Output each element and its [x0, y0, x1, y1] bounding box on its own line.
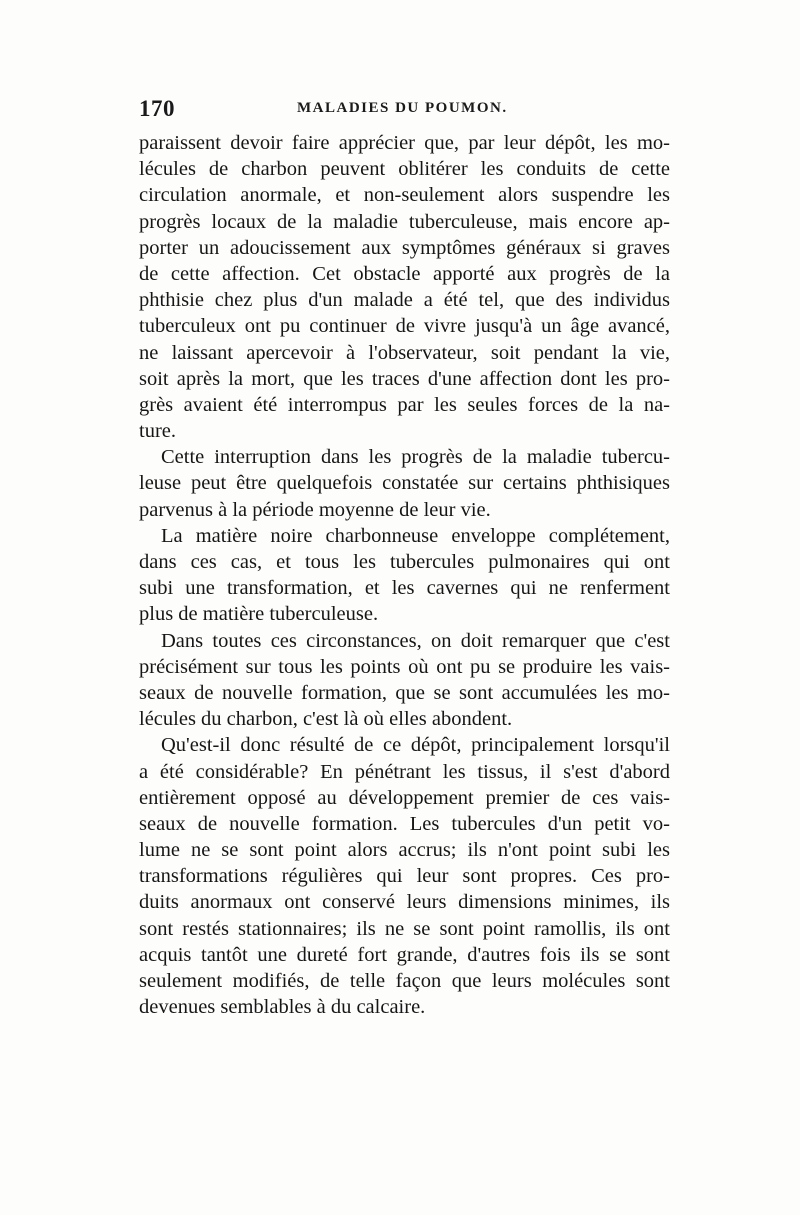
text-line: leuse peut être quelquefois constatée sur certains phthisiques [139, 472, 670, 495]
text-line: plus de matière tuberculeuse. [139, 603, 379, 626]
text-line: circulation anormale, et non-seulement alors suspendre les [139, 184, 670, 207]
text-line: soit après la mort, que les traces d'une affection dont les pro- [139, 367, 670, 390]
text-line: devenues semblables à du calcaire. [139, 996, 426, 1019]
text-line: dans ces cas, et tous les tubercules pulmonaires qui ont [139, 551, 670, 573]
text-line: lécules du charbon, c'est là où elles abondent. [139, 708, 513, 731]
text-line: tuberculeux ont pu continuer de vivre jusqu'à un âge avancé, [139, 315, 670, 338]
text-line: acquis tantôt une dureté fort grande, d'autres fois ils se sont [139, 943, 670, 966]
text-line: ne laissant apercevoir à l'observateur, soit pendant la vie, [139, 341, 670, 364]
text-line: entièrement opposé au développement premier de ces vais- [139, 786, 670, 809]
text-line: ture. [139, 420, 176, 443]
text-line: Dans toutes ces circonstances, on doit remarquer que c'est [161, 629, 670, 652]
running-title: MALADIES DU POUMON. [297, 100, 508, 116]
text-line: progrès locaux de la maladie tuberculeuse, mais encore ap- [139, 210, 670, 233]
text-line: parvenus à la période moyenne de leur vie. [139, 498, 491, 521]
text-line: grès avaient été interrompus par les seules forces de la na- [139, 393, 670, 416]
text-line: seulement modifiés, de telle façon que leurs molécules sont [139, 970, 670, 992]
text-line: Cette interruption dans les progrès de la maladie tubercu- [161, 446, 670, 469]
page-number: 170 [139, 96, 175, 121]
text-line: porter un adoucissement aux symptômes généraux si graves [139, 236, 670, 259]
text-line: transformations régulières qui leur sont propres. Ces pro- [139, 865, 670, 888]
text-line: duits anormaux ont conservé leurs dimensions minimes, ils [139, 891, 670, 914]
text-line: de cette affection. Cet obstacle apporté aux progrès de la [139, 262, 670, 285]
page-header [139, 96, 669, 124]
text-line: phthisie chez plus d'un malade a été tel, que des individus [139, 289, 670, 312]
text-line: lume ne se sont point alors accrus; ils n'ont point subi les [139, 839, 670, 862]
text-line: paraissent devoir faire apprécier que, par leur dépôt, les mo- [139, 132, 670, 154]
text-line: seaux de nouvelle formation, que se sont accumulées les mo- [139, 681, 670, 704]
body-text [139, 130, 670, 1020]
text-line: a été considérable? En pénétrant les tissus, il s'est d'abord [139, 760, 670, 783]
text-line: précisément sur tous les points où ont pu se produire les vais- [139, 655, 670, 678]
text-line: Qu'est-il donc résulté de ce dépôt, principalement lorsqu'il [161, 734, 670, 757]
text-line: sont restés stationnaires; ils ne se sont point ramollis, ils ont [139, 917, 670, 940]
text-line: lécules de charbon peuvent oblitérer les conduits de cette [139, 158, 670, 181]
text-line: La matière noire charbonneuse enveloppe complétement, [161, 524, 670, 547]
text-line: subi une transformation, et les cavernes qui ne renferment [139, 577, 670, 600]
text-line: seaux de nouvelle formation. Les tubercules d'un petit vo- [139, 812, 670, 835]
